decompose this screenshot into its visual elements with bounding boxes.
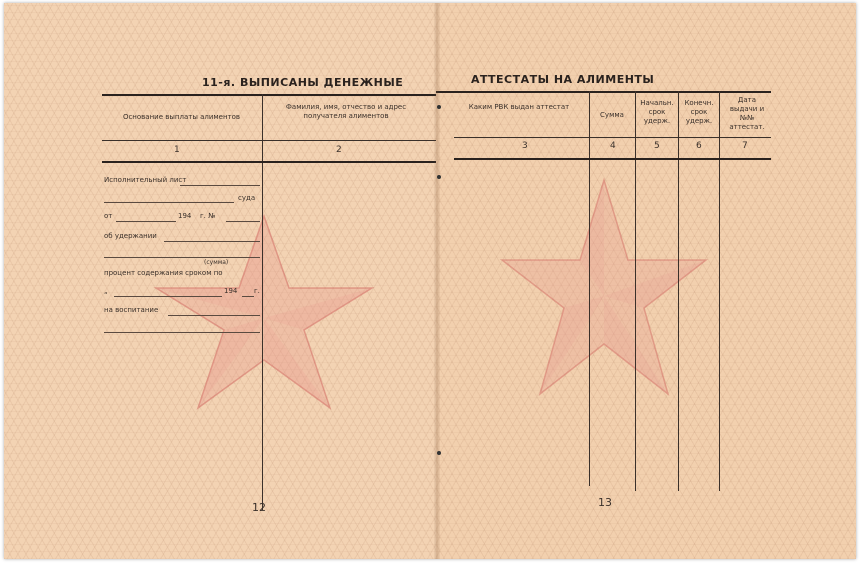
form-line-3-label-c: г. № <box>200 212 216 220</box>
form-line-7-blank-a <box>114 296 222 297</box>
stitch-hole <box>437 451 441 455</box>
header-rule <box>454 137 771 138</box>
header-rule <box>102 140 436 141</box>
form-line-9-blank <box>104 332 260 333</box>
star-watermark-icon <box>144 208 384 418</box>
right-page-number: 13 <box>598 496 612 509</box>
passport-spread <box>4 3 856 559</box>
right-page-title: АТТЕСТАТЫ НА АЛИМЕНТЫ <box>471 73 655 86</box>
star-watermark-icon <box>494 168 714 408</box>
number-row-rule <box>102 161 436 163</box>
column-divider-4 <box>589 91 590 486</box>
col1-number: 1 <box>174 145 180 155</box>
form-line-8-blank <box>168 315 260 316</box>
form-line-6-label: процент содержания сроком по <box>104 269 223 277</box>
form-line-8-label: на воспитание <box>104 306 159 314</box>
form-line-1-blank <box>180 185 260 186</box>
column-divider-7 <box>719 91 720 491</box>
form-line-7-blank-b <box>242 296 254 297</box>
col7-number: 7 <box>742 141 748 151</box>
form-line-3-label-b: 194 <box>178 212 192 220</box>
col5-header: Начальн. срок удерж. <box>640 99 674 125</box>
table-top-rule <box>436 91 771 93</box>
left-page-number: 12 <box>252 501 266 514</box>
col7-header: Дата выдачи и №№ аттестат. <box>729 96 765 131</box>
right-page <box>436 3 856 559</box>
left-page <box>4 3 436 559</box>
form-line-3-blank-a <box>116 221 176 222</box>
col5-number: 5 <box>654 141 660 151</box>
form-line-7-label-b: 194 <box>224 287 238 295</box>
form-line-5-blank <box>104 257 260 258</box>
col4-header: Сумма <box>600 111 624 119</box>
form-line-3-label-a: от <box>104 212 113 220</box>
column-divider-6 <box>678 91 679 491</box>
form-line-4-label: об удержании <box>104 232 157 240</box>
stitch-hole <box>437 175 441 179</box>
form-line-7-label-c: г. <box>254 287 260 295</box>
form-line-5-note: (сумма) <box>204 259 229 266</box>
stitch-hole <box>437 105 441 109</box>
form-line-3-blank-b <box>226 221 260 222</box>
form-line-1-label: Исполнительный лист <box>104 176 187 184</box>
table-top-rule <box>102 94 436 96</box>
col1-header: Основание выплаты алиментов <box>122 113 241 121</box>
form-line-2-blank <box>104 202 234 203</box>
col3-number: 3 <box>522 141 528 151</box>
column-divider <box>262 94 263 510</box>
form-line-2-label: суда <box>238 194 256 202</box>
column-divider-5 <box>635 91 636 491</box>
col6-number: 6 <box>696 141 702 151</box>
left-page-title: 11-я. ВЫПИСАНЫ ДЕНЕЖНЫЕ <box>202 76 404 89</box>
number-row-rule <box>454 158 771 160</box>
form-line-7-label-a: „ <box>104 287 108 295</box>
col6-header: Конечн. срок удерж. <box>684 99 714 125</box>
col4-number: 4 <box>610 141 616 151</box>
col3-header: Каким РВК выдан аттестат <box>468 103 570 111</box>
col2-number: 2 <box>336 145 342 155</box>
col2-header: Фамилия, имя, отчество и адрес получателя алиментов <box>285 103 407 120</box>
form-line-4-blank <box>164 241 260 242</box>
spine-fold <box>434 3 440 559</box>
